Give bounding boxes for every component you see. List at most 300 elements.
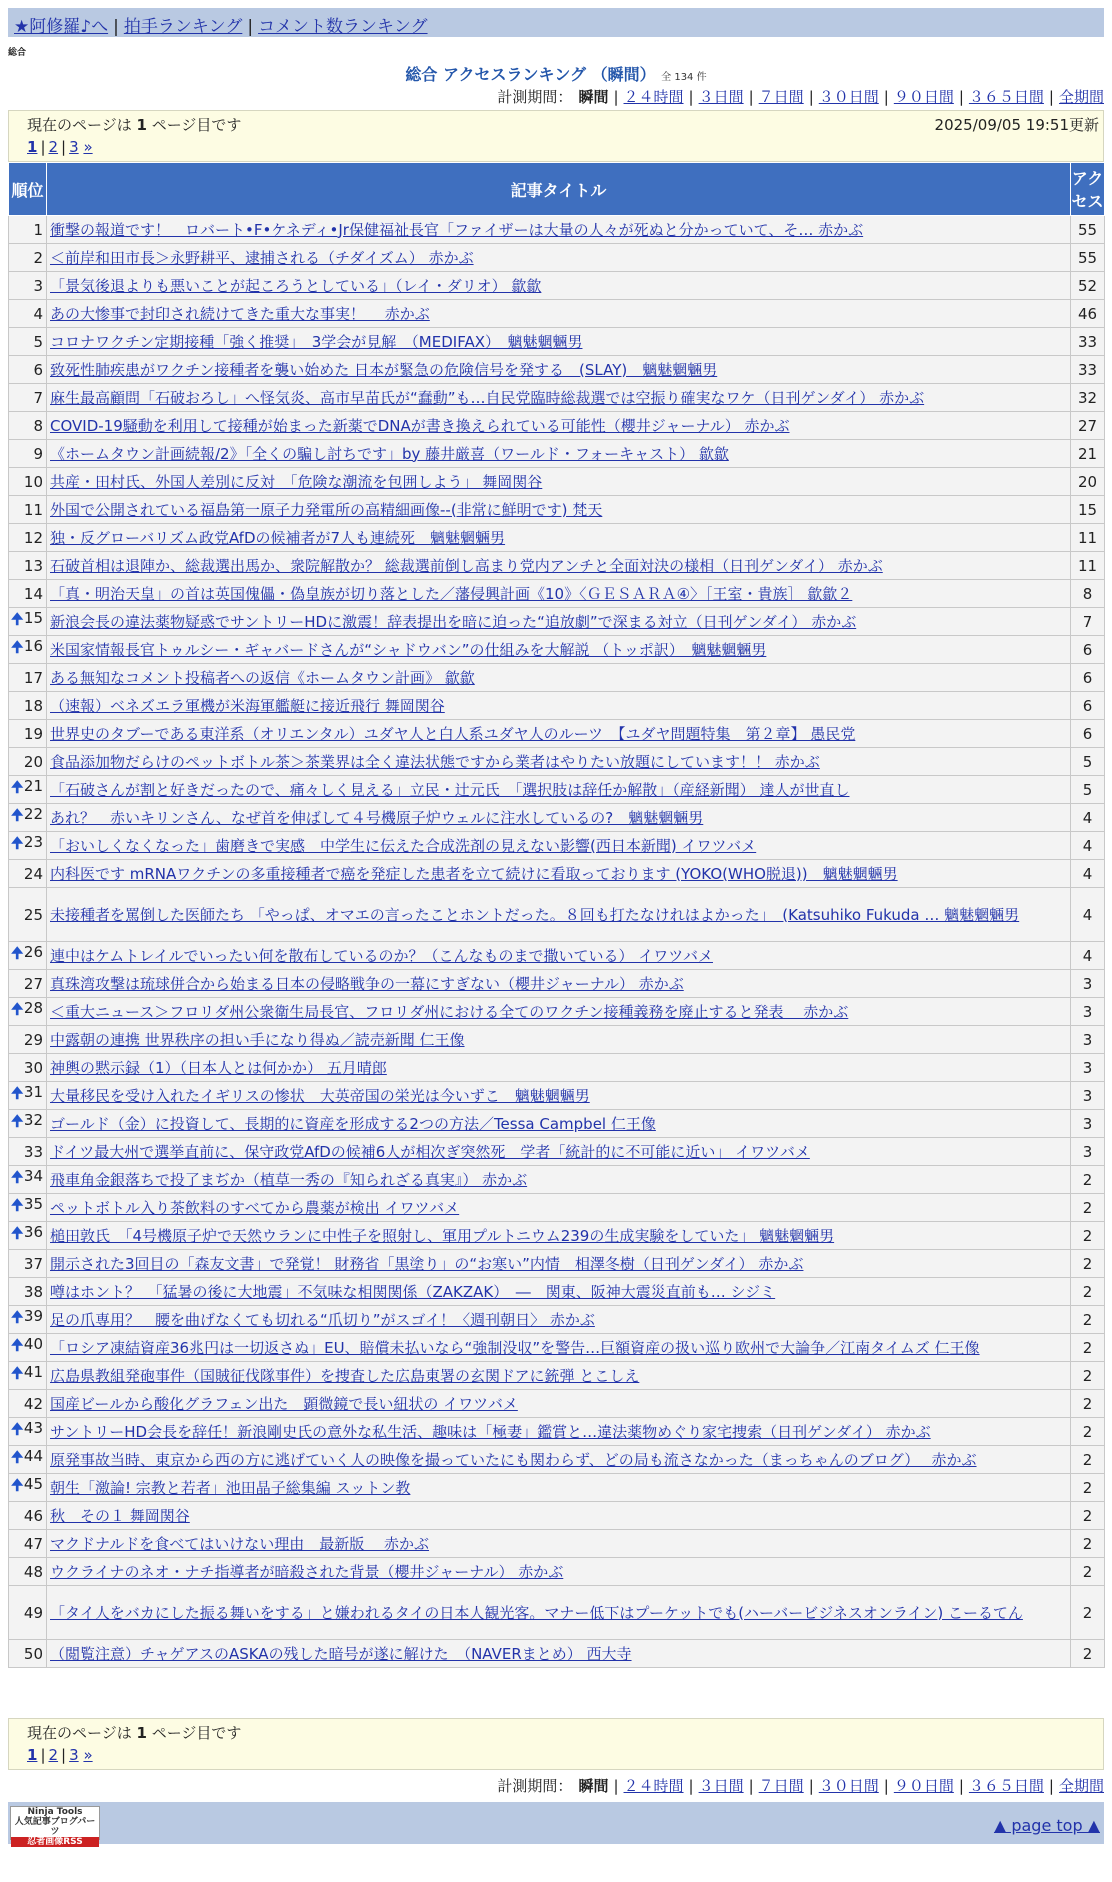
- rank-number: 22: [23, 805, 43, 823]
- title-cell: [47, 1640, 1071, 1668]
- access-count-cell: 2: [1071, 1390, 1105, 1418]
- period-separator: |: [748, 88, 754, 106]
- rank-number: 8: [33, 416, 43, 435]
- period-option-link[interactable]: ３日間: [698, 88, 744, 106]
- up-arrow-icon: 🠉: [11, 1364, 24, 1382]
- rank-number: 48: [23, 1562, 43, 1581]
- title-cell: [47, 272, 1071, 300]
- period-option-link[interactable]: 全期間: [1058, 1777, 1104, 1795]
- rank-cell: [9, 468, 47, 496]
- table-row: [9, 1586, 1105, 1640]
- access-count-cell: 3: [1071, 1054, 1105, 1082]
- title-cell: [47, 776, 1071, 804]
- period-option-link[interactable]: ９０日間: [893, 1777, 954, 1795]
- rank-cell: [9, 832, 47, 860]
- title-cell: [47, 300, 1071, 328]
- up-arrow-icon: 🠉: [11, 1448, 24, 1466]
- article-title-link[interactable]: 石破首相は退陣か、総裁選出馬か、衆院解散か？ 総裁選前倒し高まり党内アンチと全面対決の様相（日刊ゲンダイ） 赤かぶ: [50, 556, 883, 575]
- access-count-cell: 55: [1071, 216, 1105, 244]
- table-row: [9, 1306, 1105, 1334]
- access-count-cell: 2: [1071, 1474, 1105, 1502]
- access-count-cell: 8: [1071, 580, 1105, 608]
- up-arrow-icon: 🠉: [11, 610, 24, 628]
- article-title-link[interactable]: 《ホームタウン計画続報/2》「全くの騙し討ちです」by 藤井厳喜（ワールド・フォーキャスト） 歙歙: [50, 444, 729, 463]
- next-page-link[interactable]: »: [83, 1746, 93, 1764]
- period-option-link[interactable]: ９０日間: [893, 88, 954, 106]
- title-cell: [47, 412, 1071, 440]
- page-link[interactable]: 3: [69, 138, 79, 156]
- table-row: [9, 1026, 1105, 1054]
- period-option-link[interactable]: ２４時間: [623, 1777, 684, 1795]
- rank-cell: [9, 1026, 47, 1054]
- rank-number: 2: [33, 248, 43, 267]
- up-arrow-icon: 🠉: [11, 834, 24, 852]
- rank-cell: [9, 942, 47, 970]
- title-cell: [47, 1054, 1071, 1082]
- rank-number: 29: [23, 1030, 43, 1049]
- period-separator: |: [748, 1777, 754, 1795]
- up-arrow-icon: 🠉: [11, 1084, 24, 1102]
- period-option-link[interactable]: ２４時間: [623, 88, 684, 106]
- rank-cell: [9, 804, 47, 832]
- logo-line: 人気記事ブログパーツ: [11, 1817, 99, 1837]
- article-title-link[interactable]: COVID-19騒動を利用して接種が始まった新薬でDNAが書き換えられている可能性（櫻井ジャーナル） 赤かぶ: [50, 416, 790, 435]
- rank-number: 45: [23, 1475, 43, 1493]
- access-count-cell: 4: [1071, 888, 1105, 942]
- title-cell: [47, 664, 1071, 692]
- access-count-cell: 3: [1071, 998, 1105, 1026]
- page-separator: |: [61, 1746, 67, 1764]
- table-row: [9, 216, 1105, 244]
- article-title-link[interactable]: 世界史のタブーである東洋系（オリエンタル）ユダヤ人と白人系ユダヤ人のルーツ 【ユダヤ問題特集 第２章】 愚民党: [50, 724, 856, 743]
- article-title-link[interactable]: サントリーHD会長を辞任！新浪剛史氏の意外な私生活、趣味は「極妻」鑑賞と…違法薬物めぐり家宅捜索（日刊ゲンダイ） 赤かぶ: [50, 1422, 931, 1441]
- up-arrow-icon: 🠉: [11, 1196, 24, 1214]
- rank-cell: [9, 1166, 47, 1194]
- article-title-link[interactable]: 「石破さんが割と好きだったので、痛々しく見える」立民・辻元氏 「選択肢は辞任か解散」（産経新聞） 達人が世直し: [50, 780, 850, 799]
- period-current: 瞬間: [578, 88, 609, 106]
- period-label: 計測期間：: [497, 88, 573, 106]
- article-title-link[interactable]: 致死性肺疾患がワクチン接種者を襲い始めた 日本が緊急の危険信号を発する (SLAY) 魑魅魍魎男: [50, 360, 718, 379]
- period-separator: |: [808, 1777, 814, 1795]
- title-cell: [47, 468, 1071, 496]
- access-count-cell: 2: [1071, 1586, 1105, 1640]
- title-cell: [47, 692, 1071, 720]
- article-title-link[interactable]: 足の爪専用？ 腰を曲げなくても切れる“爪切り”がスゴイ！〈週刊朝日〉 赤かぶ: [50, 1310, 595, 1329]
- rank-number: 44: [23, 1447, 43, 1465]
- access-count-cell: 2: [1071, 1502, 1105, 1530]
- title-cell: [47, 1082, 1071, 1110]
- page-info-bottom: [8, 1718, 1104, 1770]
- rank-number: 21: [23, 777, 43, 795]
- rank-number: 31: [23, 1083, 43, 1101]
- article-title-link[interactable]: ＜重大ニュース＞フロリダ州公衆衛生局長官、フロリダ州における全てのワクチン接種義務を廃止すると発表 赤かぶ: [50, 1002, 849, 1021]
- table-row: [9, 664, 1105, 692]
- table-row: [9, 748, 1105, 776]
- period-option-link[interactable]: ３０日間: [818, 88, 879, 106]
- rank-cell: [9, 1222, 47, 1250]
- rank-cell: [9, 1110, 47, 1138]
- access-count-cell: 2: [1071, 1418, 1105, 1446]
- table-row: [9, 804, 1105, 832]
- access-count-cell: 2: [1071, 1558, 1105, 1586]
- rank-number: 40: [23, 1335, 43, 1353]
- title-cell: [47, 1166, 1071, 1194]
- article-title-link[interactable]: 大量移民を受け入れたイギリスの惨状 大英帝国の栄光は今いずこ 魑魅魍魎男: [50, 1086, 590, 1105]
- article-title-link[interactable]: 連中はケムトレイルでいったい何を散布しているのか？（こんなものまで撒いている） イワツバメ: [50, 946, 713, 965]
- title-cell: [47, 1278, 1071, 1306]
- table-row: [9, 524, 1105, 552]
- table-row: [9, 552, 1105, 580]
- access-count-cell: 5: [1071, 748, 1105, 776]
- article-title-link[interactable]: ゴールド（金）に投資して、長期的に資産を形成する2つの方法／Tessa Campbel 仁王像: [50, 1114, 656, 1133]
- title-cell: [47, 216, 1071, 244]
- table-row: [9, 942, 1105, 970]
- rank-number: 36: [23, 1223, 43, 1241]
- rank-number: 5: [33, 332, 43, 351]
- access-count-cell: 6: [1071, 664, 1105, 692]
- rank-cell: [9, 1640, 47, 1668]
- rank-cell: [9, 1474, 47, 1502]
- pagination-top: [27, 138, 93, 156]
- title-cell: [47, 1474, 1071, 1502]
- title-cell: [47, 832, 1071, 860]
- title-cell: [47, 356, 1071, 384]
- table-row: [9, 580, 1105, 608]
- title-cell: [47, 496, 1071, 524]
- period-separator: |: [613, 88, 619, 106]
- page-link[interactable]: 2: [48, 1746, 59, 1764]
- access-count-cell: 32: [1071, 384, 1105, 412]
- page-number: 1: [27, 138, 38, 156]
- rank-cell: [9, 1446, 47, 1474]
- article-title-link[interactable]: マクドナルドを食べてはいけない理由 最新版 赤かぶ: [50, 1534, 430, 1553]
- rank-cell: [9, 300, 47, 328]
- access-count-cell: 2: [1071, 1446, 1105, 1474]
- rank-number: 28: [23, 999, 43, 1017]
- title-cell: [47, 524, 1071, 552]
- table-row: [9, 244, 1105, 272]
- rank-number: 6: [33, 360, 43, 379]
- access-count-cell: 7: [1071, 608, 1105, 636]
- rank-number: 10: [23, 472, 43, 491]
- rank-number: 16: [23, 637, 43, 655]
- access-count-cell: 15: [1071, 496, 1105, 524]
- title-cell: [47, 942, 1071, 970]
- clap-ranking-link[interactable]: 拍手ランキング: [123, 17, 243, 37]
- access-count-cell: 2: [1071, 1362, 1105, 1390]
- period-option-link[interactable]: ３６５日間: [968, 88, 1044, 106]
- access-count-cell: 33: [1071, 356, 1105, 384]
- title-cell: [47, 1502, 1071, 1530]
- table-row: [9, 1194, 1105, 1222]
- title-cell: [47, 720, 1071, 748]
- table-row: [9, 998, 1105, 1026]
- rank-number: 38: [23, 1282, 43, 1301]
- up-arrow-icon: 🠉: [11, 778, 24, 796]
- rank-number: 35: [23, 1195, 43, 1213]
- updated-time: 2025/09/05 19:51更新: [934, 116, 1099, 134]
- period-option-link[interactable]: ７日間: [758, 1777, 804, 1795]
- table-row: [9, 608, 1105, 636]
- logo-line: 忍者画像RSS: [11, 1837, 99, 1847]
- article-title-link[interactable]: 中露朝の連携 世界秩序の担い手になり得ぬ／読売新聞 仁王像: [50, 1030, 465, 1049]
- article-title-link[interactable]: 「タイ人をバカにした振る舞いをする」と嫌われるタイの日本人観光客。マナー低下はプーケットでも(ハーバービジネスオンライン) こーるてん: [50, 1603, 1023, 1622]
- rank-number: 11: [23, 500, 43, 519]
- table-row: [9, 1334, 1105, 1362]
- period-option-link[interactable]: ３日間: [698, 1777, 744, 1795]
- article-title-link[interactable]: ＜前岸和田市長＞永野耕平、逮捕される（チダイズム） 赤かぶ: [50, 248, 474, 267]
- rank-cell: [9, 608, 47, 636]
- access-count-cell: 2: [1071, 1640, 1105, 1668]
- rank-cell: [9, 384, 47, 412]
- current-page-text: 現在のページは 1 ページ目です: [27, 1724, 242, 1742]
- title-cell: [47, 1418, 1071, 1446]
- article-title-link[interactable]: 国産ビールから酸化グラフェン出た 顕微鏡で長い紐状の イワツバメ: [50, 1394, 518, 1413]
- table-row: [9, 692, 1105, 720]
- up-arrow-icon: 🠉: [11, 1336, 24, 1354]
- rank-cell: [9, 748, 47, 776]
- home-link[interactable]: ★阿修羅♪へ: [14, 17, 109, 37]
- period-option-link[interactable]: ３６５日間: [968, 1777, 1044, 1795]
- title-cell: [47, 1558, 1071, 1586]
- rank-number: 1: [33, 220, 43, 239]
- up-arrow-icon: 🠉: [11, 1000, 24, 1018]
- table-row: [9, 776, 1105, 804]
- nav-separator: |: [247, 17, 254, 37]
- table-row: [9, 1166, 1105, 1194]
- title-cell: [47, 1390, 1071, 1418]
- article-title-link[interactable]: 米国家情報長官トゥルシー・ギャバードさんが“シャドウバン”の仕組みを大解説 （トッポ訳） 魑魅魍魎男: [50, 640, 767, 659]
- page-link[interactable]: 3: [69, 1746, 79, 1764]
- access-count-cell: 2: [1071, 1530, 1105, 1558]
- logo-line: Ninja Tools: [27, 1807, 83, 1817]
- article-title-link[interactable]: 「おいしくなくなった」歯磨きで実感 中学生に伝えた合成洗剤の見えない影響(西日本新聞) イワツバメ: [50, 836, 757, 855]
- period-separator: |: [688, 88, 694, 106]
- access-count-cell: 33: [1071, 328, 1105, 356]
- article-title-link[interactable]: 秋 その１ 舞岡関谷: [50, 1506, 190, 1525]
- title-cell: [47, 1026, 1071, 1054]
- rank-cell: [9, 888, 47, 942]
- rank-number: 39: [23, 1307, 43, 1325]
- rank-number: 27: [23, 974, 43, 993]
- rank-number: 12: [23, 528, 43, 547]
- footer-bar: [8, 1802, 1104, 1847]
- article-title-link[interactable]: ドイツ最大州で選挙直前に、保守政党AfDの候補6人が相次ぎ突然死 学者「統計的に不可能に近い」 イワツバメ: [50, 1142, 810, 1161]
- next-page-link[interactable]: »: [83, 138, 93, 156]
- rank-number: 46: [23, 1506, 43, 1525]
- period-separator: |: [688, 1777, 694, 1795]
- title-cell: [47, 1222, 1071, 1250]
- up-arrow-icon: 🠉: [11, 638, 24, 656]
- article-title-link[interactable]: 原発事故当時、東京から西の方に逃げていく人の映像を撮っていたにも関わらず、どの局も流さなかった（まっちゃんのブログ） 赤かぶ: [50, 1450, 977, 1469]
- current-page-text: 現在のページは 1 ページ目です: [27, 116, 242, 134]
- table-row: [9, 832, 1105, 860]
- rank-number: 9: [33, 444, 43, 463]
- article-title-link[interactable]: あれ？ 赤いキリンさん、なぜ首を伸ばして４号機原子炉ウェルに注水しているの? 魑魅魍魎男: [50, 808, 704, 827]
- article-title-link[interactable]: 食品添加物だらけのペットボトル茶＞茶業界は全く違法状態ですから業者はやりたい放題にしています！！ 赤かぶ: [50, 752, 820, 771]
- rank-cell: [9, 328, 47, 356]
- article-title-link[interactable]: 真珠湾攻撃は琉球併合から始まる日本の侵略戦争の一幕にすぎない（櫻井ジャーナル） 赤かぶ: [50, 974, 684, 993]
- article-title-link[interactable]: 「ロシア凍結資産36兆円は一切返さぬ」EU、賠償未払いなら“強制没収”を警告…巨額資産の扱い巡り欧州で大論争／江南タイムズ 仁王像: [50, 1338, 980, 1357]
- article-title-link[interactable]: （速報）ベネズエラ軍機が米海軍艦艇に接近飛行 舞岡関谷: [50, 696, 445, 715]
- period-option-link[interactable]: 全期間: [1058, 88, 1104, 106]
- page-title: [0, 62, 1112, 85]
- table-row: [9, 1530, 1105, 1558]
- top-nav-bar: [8, 8, 1104, 37]
- article-title-link[interactable]: 「景気後退よりも悪いことが起ころうとしている」（レイ・ダリオ） 歙歙: [50, 276, 542, 295]
- page-top-link[interactable]: ▲ page top ▲: [993, 1816, 1100, 1835]
- rank-cell: [9, 216, 47, 244]
- title-cell: [47, 970, 1071, 998]
- category-label: 総合: [8, 48, 27, 58]
- article-title-link[interactable]: ペットボトル入り茶飲料のすべてから農薬が検出 イワツバメ: [50, 1198, 460, 1217]
- article-title-link[interactable]: 飛車角金銀落ちで投了まぢか（植草一秀の『知られざる真実』） 赤かぶ: [50, 1170, 528, 1189]
- access-count-cell: 6: [1071, 692, 1105, 720]
- title-cell: [47, 1194, 1071, 1222]
- comment-ranking-link[interactable]: コメント数ランキング: [258, 17, 428, 37]
- rank-cell: [9, 356, 47, 384]
- table-row: [9, 1250, 1105, 1278]
- rank-cell: [9, 440, 47, 468]
- article-title-link[interactable]: 神輿の黙示録（1）（日本人とは何かか） 五月晴郎: [50, 1058, 387, 1077]
- rank-cell: [9, 860, 47, 888]
- article-title-link[interactable]: 噂はホント？ 「猛暑の後に大地震」不気味な相関関係（ZAKZAK） ― 関東、阪神大震災直前も… シジミ: [50, 1282, 776, 1301]
- rank-cell: [9, 1390, 47, 1418]
- period-separator: |: [958, 88, 964, 106]
- rank-cell: [9, 720, 47, 748]
- access-count-cell: 4: [1071, 942, 1105, 970]
- rank-cell: [9, 524, 47, 552]
- table-row: [9, 720, 1105, 748]
- article-title-link[interactable]: 槌田敦氏 「4号機原子炉で天然ウランに中性子を照射し、軍用プルトニウム239の生成実験をしていた」 魑魅魍魎男: [50, 1226, 835, 1245]
- rank-number: 50: [23, 1644, 43, 1663]
- rank-number: 43: [23, 1419, 43, 1437]
- up-arrow-icon: 🠉: [11, 1476, 24, 1494]
- article-title-link[interactable]: あの大惨事で封印され続けてきた重大な事実！ 赤かぶ: [50, 304, 430, 323]
- rank-number: 3: [33, 276, 43, 295]
- table-row: [9, 1222, 1105, 1250]
- table-row: [9, 300, 1105, 328]
- period-selector-top: [497, 86, 1104, 107]
- rank-number: 47: [23, 1534, 43, 1553]
- table-row: [9, 412, 1105, 440]
- table-row: [9, 1138, 1105, 1166]
- access-count-cell: 20: [1071, 468, 1105, 496]
- page-separator: |: [40, 138, 46, 156]
- page-link-current[interactable]: [27, 1746, 37, 1764]
- title-cell: [47, 244, 1071, 272]
- rank-number: 24: [23, 864, 43, 883]
- page-link-current[interactable]: [27, 138, 37, 156]
- article-title-link[interactable]: 未接種者を罵倒した医師たち 「やっぱ、オマエの言ったことホントだった。８回も打たなけれはよかった」 (Katsuhiko Fukuda … 魑魅魍魎男: [50, 905, 1020, 924]
- title-cell: [47, 1306, 1071, 1334]
- access-count-cell: 5: [1071, 776, 1105, 804]
- access-count-cell: 2: [1071, 1166, 1105, 1194]
- ninja-tools-logo[interactable]: [10, 1806, 100, 1847]
- article-title-link[interactable]: 広島県教組発砲事件（国賊征伐隊事件）を捜査した広島東署の玄関ドアに銃弾 とこしえ: [50, 1366, 640, 1385]
- access-count-cell: 27: [1071, 412, 1105, 440]
- article-title-link[interactable]: 独・反グローバリズム政党AfDの候補者が7人も連続死 魑魅魍魎男: [50, 528, 506, 547]
- title-cell: [47, 440, 1071, 468]
- table-row: [9, 384, 1105, 412]
- table-row: [9, 1278, 1105, 1306]
- article-title-link[interactable]: 新浪会長の違法薬物疑惑でサントリーHDに激震！辞表提出を暗に迫った“追放劇”で深まる対立（日刊ゲンダイ） 赤かぶ: [50, 612, 857, 631]
- title-cell: [47, 998, 1071, 1026]
- table-row: [9, 1390, 1105, 1418]
- article-title-link[interactable]: 外国で公開されている福島第一原子力発電所の高精細画像--(非常に鮮明です) 梵天: [50, 500, 603, 519]
- table-row: [9, 1640, 1105, 1668]
- rank-number: 26: [23, 943, 43, 961]
- article-title-link[interactable]: ある無知なコメント投稿者への返信《ホームタウン計画》 歙歙: [50, 668, 475, 687]
- rank-cell: [9, 412, 47, 440]
- page-link[interactable]: 2: [48, 138, 59, 156]
- title-cell: [47, 1110, 1071, 1138]
- article-title-link[interactable]: 「真・明治天皇」の首は英国傀儡・偽皇族が切り落とした／藩侵興計画《10》〈ＧＥＳＡＲＡ④〉［王室・貴族］ 歙歙２: [50, 584, 853, 603]
- title-cell: [47, 1530, 1071, 1558]
- article-title-link[interactable]: 共産・田村氏、外国人差別に反対 「危険な潮流を包囲しよう」 舞岡関谷: [50, 472, 543, 491]
- rank-cell: [9, 1138, 47, 1166]
- period-separator: |: [883, 1777, 889, 1795]
- up-arrow-icon: 🠉: [11, 1420, 24, 1438]
- access-count-cell: 2: [1071, 1278, 1105, 1306]
- title-cell: [47, 552, 1071, 580]
- access-count-cell: 2: [1071, 1222, 1105, 1250]
- rank-cell: [9, 998, 47, 1026]
- rank-number: 42: [23, 1394, 43, 1413]
- rank-cell: [9, 1530, 47, 1558]
- table-row: [9, 636, 1105, 664]
- rank-number: 41: [23, 1363, 43, 1381]
- title-header: 記事タイトル: [47, 163, 1071, 216]
- title-cell: [47, 748, 1071, 776]
- period-label: 計測期間：: [497, 1777, 573, 1795]
- access-header: アクセス: [1071, 163, 1105, 216]
- article-title-link[interactable]: 朝生「激論! 宗教と若者」池田晶子総集編 スットン教: [50, 1478, 411, 1497]
- page-info-top: [8, 110, 1104, 162]
- table-row: [9, 328, 1105, 356]
- table-row: [9, 970, 1105, 998]
- article-title-link[interactable]: 衝撃の報道です！ ロバート•F•ケネディ•Jr保健福祉長官「ファイザーは大量の人々が死ぬと分かっていて、そ… 赤かぶ: [50, 220, 864, 239]
- article-title-link[interactable]: 開示された3回目の「森友文書」で発覚！ 財務省「黒塗り」の“お寒い”内情 相澤冬樹（日刊ゲンダイ） 赤かぶ: [50, 1254, 804, 1273]
- article-title-link[interactable]: 麻生最高顧問「石破おろし」へ怪気炎、高市早苗氏が“蠢動”も…自民党臨時総裁選では空振り確実なワケ（日刊ゲンダイ） 赤かぶ: [50, 388, 925, 407]
- period-option-link[interactable]: ７日間: [758, 88, 804, 106]
- rank-number: 13: [23, 556, 43, 575]
- article-title-link[interactable]: コロナワクチン定期接種「強く推奨」 3学会が見解 （MEDIFAX） 魑魅魍魎男: [50, 332, 583, 351]
- table-row: [9, 356, 1105, 384]
- access-count-cell: 4: [1071, 804, 1105, 832]
- access-count-cell: 3: [1071, 1026, 1105, 1054]
- period-option-link[interactable]: ３０日間: [818, 1777, 879, 1795]
- article-title-link[interactable]: 内科医です mRNAワクチンの多重接種者で癌を発症した患者を立て続けに看取っております (YOKO(WHO脱退)) 魑魅魍魎男: [50, 864, 898, 883]
- title-cell: [47, 860, 1071, 888]
- rank-number: 7: [33, 388, 43, 407]
- rank-cell: [9, 1558, 47, 1586]
- access-count-cell: 46: [1071, 300, 1105, 328]
- period-separator: |: [808, 88, 814, 106]
- article-title-link[interactable]: ウクライナのネオ・ナチ指導者が暗殺された背景（櫻井ジャーナル） 赤かぶ: [50, 1562, 564, 1581]
- table-row: [9, 468, 1105, 496]
- access-count-cell: 55: [1071, 244, 1105, 272]
- rank-cell: [9, 1418, 47, 1446]
- period-separator: |: [1048, 88, 1054, 106]
- rank-cell: [9, 1054, 47, 1082]
- rank-number: 18: [23, 696, 43, 715]
- title-cell: [47, 1250, 1071, 1278]
- table-row: [9, 888, 1105, 942]
- title-cell: [47, 608, 1071, 636]
- rank-cell: [9, 1586, 47, 1640]
- article-title-link[interactable]: （閲覧注意）チャゲアスのASKAの残した暗号が遂に解けた （NAVERまとめ） 西大寺: [50, 1644, 632, 1663]
